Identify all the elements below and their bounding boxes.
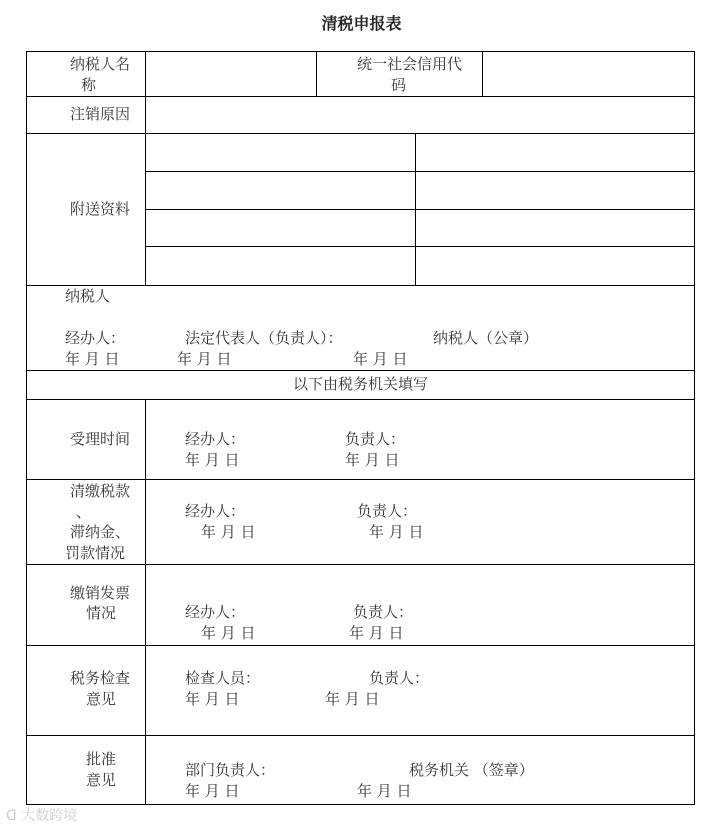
attachment-field[interactable] (416, 247, 694, 285)
invoice-date-2: 年 月 日 (349, 624, 404, 642)
invoice-handler-label: 经办人： (185, 603, 246, 621)
approval-label-line2: 意见 (86, 771, 117, 789)
attachment-field[interactable] (416, 172, 694, 209)
form-title: 清税申报表 (321, 14, 402, 33)
inspector-label: 检查人员： (185, 669, 261, 687)
tax-clearance-handler-label: 经办人： (185, 502, 246, 520)
attachment-field[interactable] (146, 247, 415, 285)
acceptance-date-1: 年 月 日 (185, 451, 240, 469)
attachments-label: 附送资料 (70, 200, 131, 218)
column-divider (316, 51, 317, 97)
watermark-logo-icon: ᗡ (6, 808, 17, 824)
inspection-responsible-label: 负责人： (369, 669, 430, 687)
tax-clearance-date-1: 年 月 日 (201, 523, 256, 541)
invoice-responsible-label: 负责人： (353, 603, 414, 621)
watermark-text: 大数跨境 (21, 808, 78, 824)
row-divider (26, 285, 695, 286)
column-divider (145, 399, 146, 805)
table-border-bottom (26, 804, 695, 805)
attachment-field[interactable] (146, 134, 415, 171)
row-divider (26, 735, 695, 736)
authority-heading: 以下由税务机关填写 (292, 375, 428, 393)
tax-clearance-label-line2: 、 (76, 503, 92, 521)
row-divider (26, 479, 695, 480)
attachment-field[interactable] (146, 210, 415, 246)
tax-clearance-label-line4: 罚款情况 (65, 544, 126, 562)
cancel-reason-label: 注销原因 (70, 105, 131, 123)
invoice-label-line2: 情况 (86, 604, 117, 622)
legal-rep-label: 法定代表人（负责人）： (185, 329, 343, 347)
approval-date-2: 年 月 日 (357, 782, 412, 800)
credit-code-field[interactable] (483, 52, 694, 96)
acceptance-responsible-label: 负责人： (345, 430, 406, 448)
taxpayer-handler-label: 经办人： (65, 329, 126, 347)
attachment-field[interactable] (416, 210, 694, 246)
cancel-reason-field[interactable] (146, 97, 694, 133)
row-divider (26, 645, 695, 646)
taxpayer-seal-label: 纳税人（公章） (433, 329, 539, 347)
credit-code-label-line1: 统一社会信用代 (357, 55, 463, 73)
attachment-field[interactable] (146, 172, 415, 209)
taxpayer-name-label-line1: 纳税人名 (70, 55, 131, 73)
tax-clearance-label-line3: 滞纳金、 (70, 523, 131, 541)
credit-code-label-line2: 码 (391, 76, 407, 94)
row-divider (26, 370, 695, 371)
authority-seal-label: 税务机关 （签章） (409, 761, 534, 779)
dept-head-label: 部门负责人： (185, 761, 276, 779)
taxpayer-name-label-line2: 称 (81, 76, 97, 94)
attachment-field[interactable] (416, 134, 694, 171)
approval-label-line1: 批准 (86, 750, 117, 768)
inspection-label-line2: 意见 (86, 690, 117, 708)
approval-date-1: 年 月 日 (185, 782, 240, 800)
inspection-date-1: 年 月 日 (185, 690, 240, 708)
inspection-label-line1: 税务检查 (70, 669, 131, 687)
acceptance-label: 受理时间 (70, 430, 131, 448)
tax-clearance-responsible-label: 负责人： (357, 502, 418, 520)
acceptance-handler-label: 经办人： (185, 430, 246, 448)
taxpayer-date-2: 年 月 日 (177, 350, 232, 368)
watermark (6, 805, 77, 825)
invoice-date-1: 年 月 日 (201, 624, 256, 642)
tax-clearance-label-line1: 清缴税款 (70, 482, 131, 500)
taxpayer-date-1: 年 月 日 (65, 350, 120, 368)
taxpayer-date-3: 年 月 日 (353, 350, 408, 368)
table-border-right (694, 51, 695, 805)
tax-clearance-date-2: 年 月 日 (369, 523, 424, 541)
table-border-left (26, 51, 27, 805)
row-divider (26, 564, 695, 565)
taxpayer-heading: 纳税人 (65, 287, 111, 305)
row-divider (26, 399, 695, 400)
taxpayer-name-field[interactable] (146, 52, 316, 96)
inspection-date-2: 年 月 日 (325, 690, 380, 708)
acceptance-date-2: 年 月 日 (345, 451, 400, 469)
invoice-label-line1: 缴销发票 (70, 584, 131, 602)
